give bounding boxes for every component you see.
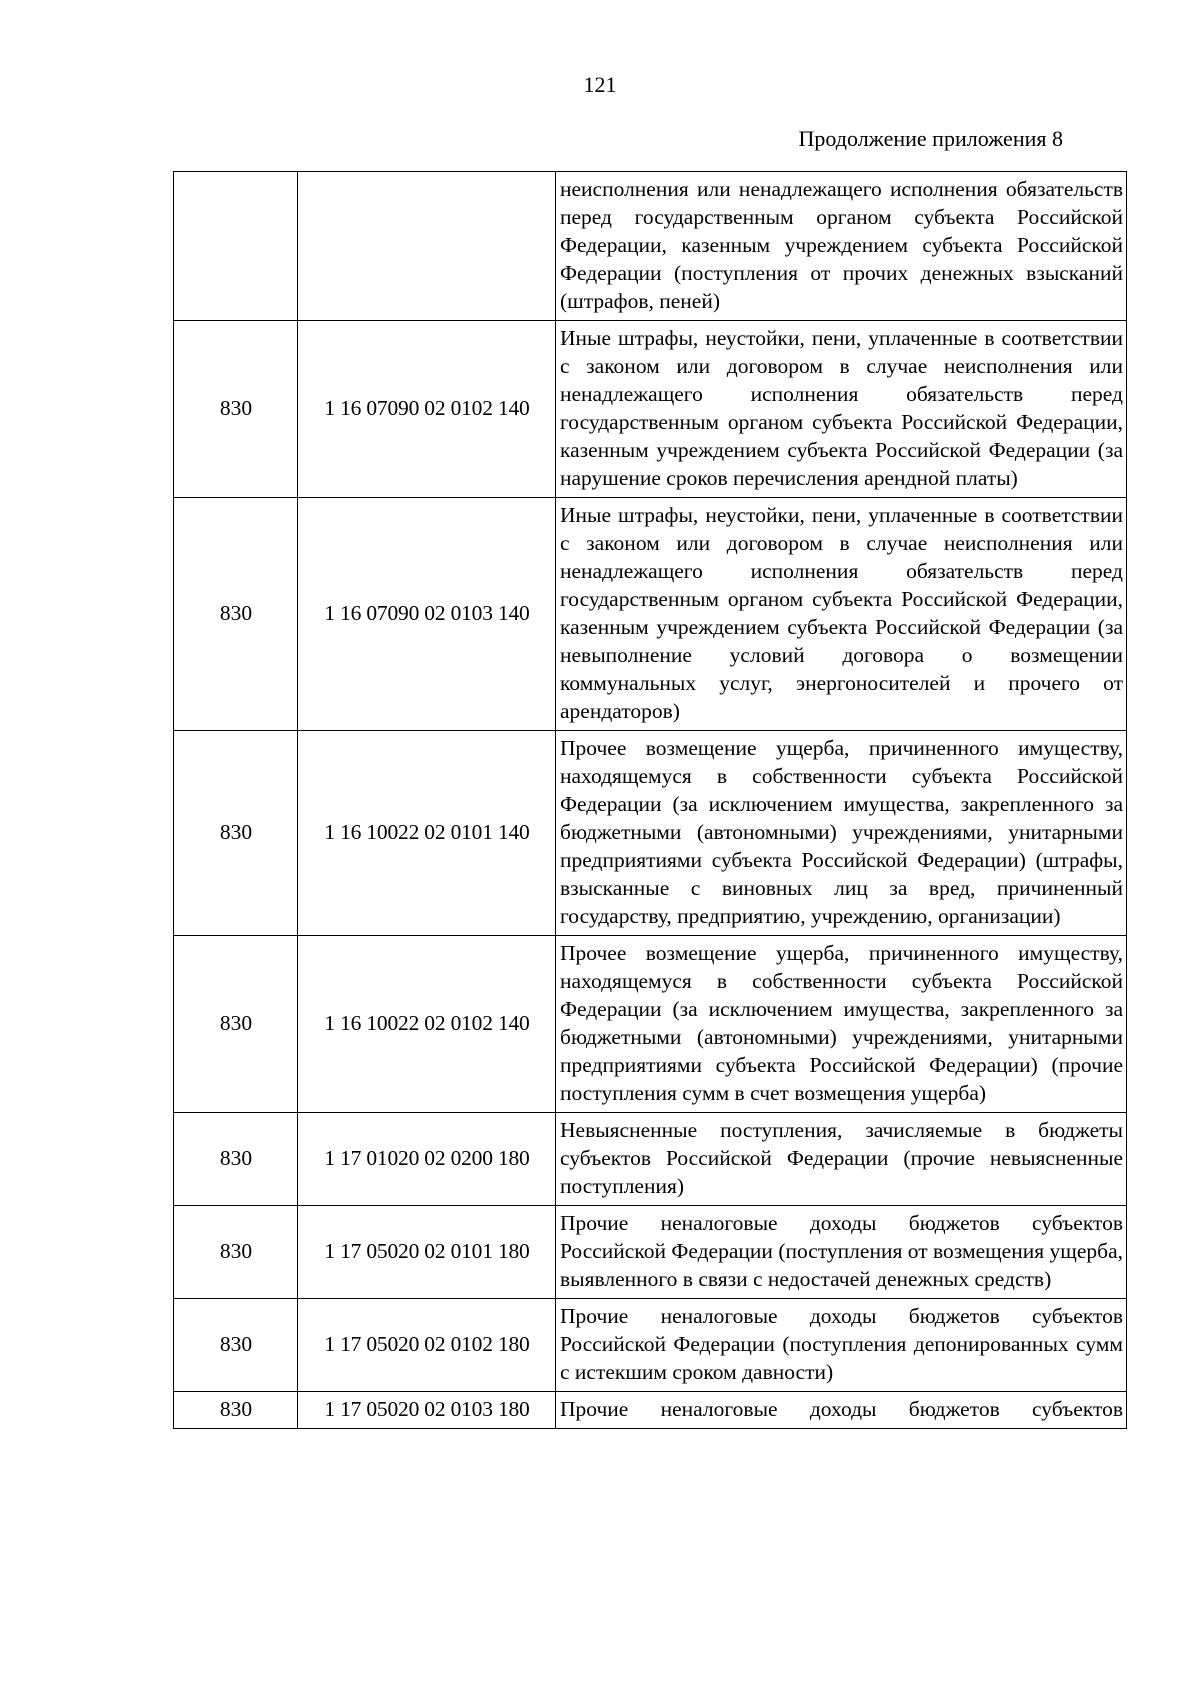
table-row xyxy=(174,1113,1127,1206)
budget-code-cell: 1 16 10022 02 0101 140 xyxy=(298,731,556,936)
description-cell: Иные штрафы, неустойки, пени, уплаченные в соответствии с законом или договором в случае неисполнения или ненадлежащего исполнения обязательств перед государственным органом субъекта Российской Федерации, казенным учреждением субъекта Российской Федерации (за нарушение сроков перечисления арендной платы) xyxy=(556,321,1127,498)
description-cell: Прочие неналоговые доходы бюджетов субъектов Российской Федерации (поступления депонированных сумм с истекшим сроком давности) xyxy=(556,1299,1127,1392)
table-row xyxy=(174,321,1127,498)
budget-code-cell: 1 17 01020 02 0200 180 xyxy=(298,1113,556,1206)
table-row xyxy=(174,936,1127,1113)
budget-code-cell xyxy=(298,172,556,321)
admin-code-cell: 830 xyxy=(174,498,298,731)
budget-classification-table xyxy=(173,171,1127,1429)
budget-code-cell: 1 17 05020 02 0101 180 xyxy=(298,1206,556,1299)
budget-code-cell: 1 16 10022 02 0102 140 xyxy=(298,936,556,1113)
description-cell: Прочее возмещение ущерба, причиненного имуществу, находящемуся в собственности субъекта Российской Федерации (за исключением имущества, закрепленного за бюджетными (автономными) учреждениями, унитарными предприятиями субъекта Российской Федерации) (прочие поступления сумм в счет возмещения ущерба) xyxy=(556,936,1127,1113)
table-row xyxy=(174,1206,1127,1299)
admin-code-cell: 830 xyxy=(174,321,298,498)
description-cell: неисполнения или ненадлежащего исполнения обязательств перед государственным органом субъекта Российской Федерации, казенным учреждением субъекта Российской Федерации (поступления от прочих денежных взысканий (штрафов, пеней) xyxy=(556,172,1127,321)
admin-code-cell: 830 xyxy=(174,1392,298,1429)
table-row xyxy=(174,1392,1127,1429)
budget-code-cell: 1 17 05020 02 0103 180 xyxy=(298,1392,556,1429)
admin-code-cell xyxy=(174,172,298,321)
appendix-continuation-note: Продолжение приложения 8 xyxy=(798,126,1063,151)
description-cell: Прочее возмещение ущерба, причиненного имуществу, находящемуся в собственности субъекта Российской Федерации (за исключением имущества, закрепленного за бюджетными (автономными) учреждениями, унитарными предприятиями субъекта Российской Федерации) (штрафы, взысканные с виновных лиц за вред, причиненный государству, предприятию, учреждению, организации) xyxy=(556,731,1127,936)
table-row xyxy=(174,1299,1127,1392)
admin-code-cell: 830 xyxy=(174,731,298,936)
table-row xyxy=(174,731,1127,936)
budget-code-cell: 1 16 07090 02 0102 140 xyxy=(298,321,556,498)
admin-code-cell: 830 xyxy=(174,1206,298,1299)
page-number: 121 xyxy=(583,72,617,97)
table-row xyxy=(174,172,1127,321)
budget-code-cell: 1 17 05020 02 0102 180 xyxy=(298,1299,556,1392)
admin-code-cell: 830 xyxy=(174,1113,298,1206)
description-cell: Невыясненные поступления, зачисляемые в бюджеты субъектов Российской Федерации (прочие невыясненные поступления) xyxy=(556,1113,1127,1206)
description-cell: Иные штрафы, неустойки, пени, уплаченные в соответствии с законом или договором в случае неисполнения или ненадлежащего исполнения обязательств перед государственным органом субъекта Российской Федерации, казенным учреждением субъекта Российской Федерации (за невыполнение условий договора о возмещении коммунальных услуг, энергоносителей и прочего от арендаторов) xyxy=(556,498,1127,731)
table-row xyxy=(174,498,1127,731)
admin-code-cell: 830 xyxy=(174,936,298,1113)
description-cell: Прочие неналоговые доходы бюджетов субъектов xyxy=(556,1392,1127,1429)
budget-code-cell: 1 16 07090 02 0103 140 xyxy=(298,498,556,731)
admin-code-cell: 830 xyxy=(174,1299,298,1392)
description-cell: Прочие неналоговые доходы бюджетов субъектов Российской Федерации (поступления от возмещения ущерба, выявленного в связи с недостачей денежных средств) xyxy=(556,1206,1127,1299)
table-body xyxy=(174,172,1127,1429)
